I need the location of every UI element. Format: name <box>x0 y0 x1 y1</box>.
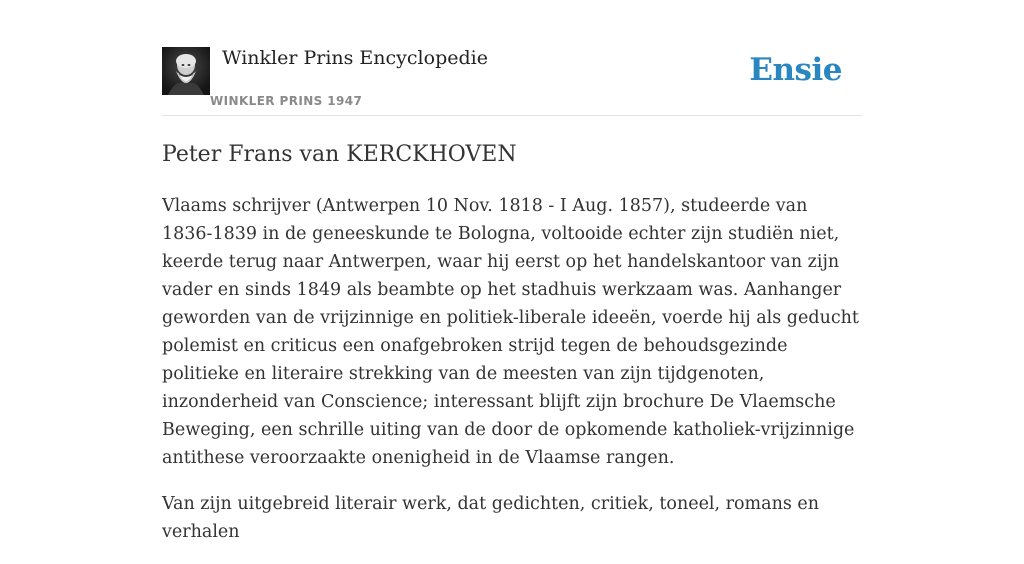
article-title: Peter Frans van KERCKHOVEN <box>162 142 517 167</box>
source-header <box>162 46 862 116</box>
header-divider <box>162 115 862 116</box>
article-paragraph: Vlaams schrijver (Antwerpen 10 Nov. 1818 - I Aug. 1857), studeerde van 1836-1839 in de geneeskunde te Bologna, voltooide echter zijn studiën niet, keerde terug naar Antwerpen, waar hij eerst op het handelskantoor van zijn vader en sinds 1849 als beambte op het stadhuis werkzaam was. Aanhanger geworden van de vrijzinnige en politiek-liberale ideeën, voerde hij als geducht polemist en criticus een onafgebroken strijd tegen de behoudsgezinde politieke en literaire strekking van de meesten van zijn tijdgenoten, inzonderheid van Conscience; interessant blijft zijn brochure De Vlaemsche Beweging, een schrille uiting van de door de opkomende katholiek-vrijzinnige antithese veroorzaakte onenigheid in de Vlaamse rangen. <box>162 196 859 468</box>
source-subtitle[interactable]: WINKLER PRINS 1947 <box>210 94 363 108</box>
source-title[interactable]: Winkler Prins Encyclopedie <box>222 47 488 69</box>
article-paragraph: Van zijn uitgebreid literair werk, dat gedichten, critiek, toneel, romans en verhalen <box>162 494 820 542</box>
bearded-man-portrait-icon <box>162 47 210 95</box>
ensie-logo[interactable]: Ensie <box>749 52 842 88</box>
article-body <box>162 192 862 564</box>
avatar[interactable] <box>162 47 210 95</box>
